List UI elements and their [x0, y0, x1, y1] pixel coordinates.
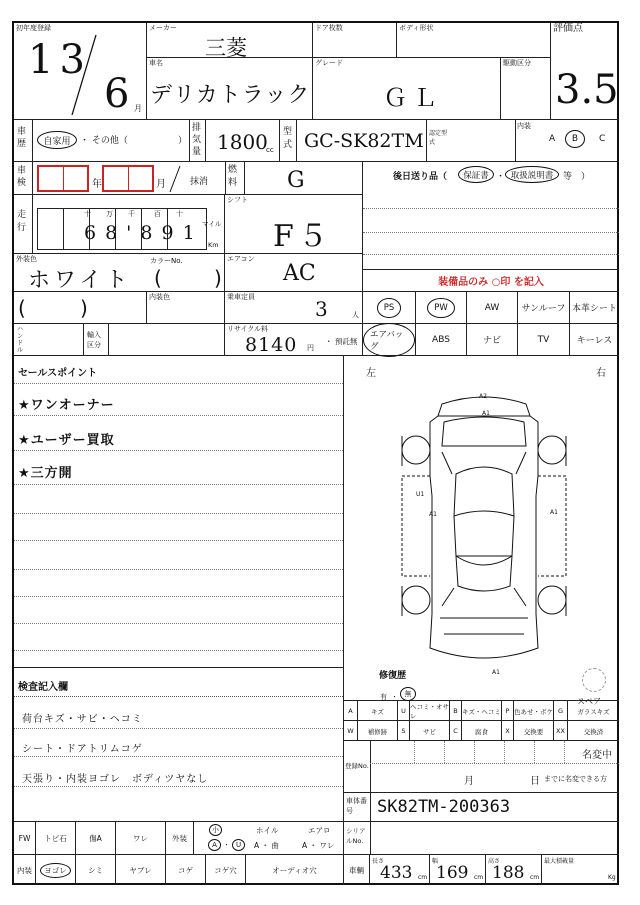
fw-item-chip: トビ石: [36, 822, 76, 855]
car-name-label: 車名: [149, 59, 163, 67]
equipment-title: 装備品のみ ○印 を記入: [438, 277, 544, 288]
chassis-box: [344, 793, 619, 822]
equip-ps-label: PS: [377, 298, 402, 318]
interior-item-dirt: [36, 855, 76, 885]
width-label: 幅: [432, 858, 439, 865]
size-length: [370, 855, 430, 885]
legend-cell: 交換要: [514, 721, 554, 741]
name-change-month: 月: [464, 776, 474, 787]
height-value: 188: [492, 863, 525, 883]
option-u: U: [232, 839, 245, 851]
legend-cell: G: [554, 701, 568, 721]
legend-cell: A: [344, 701, 358, 721]
width-unit: cm: [474, 874, 484, 881]
odo-unit-4: 百: [154, 210, 161, 218]
equip-navi: [467, 324, 518, 356]
max-load-label: 最大積載量: [544, 858, 575, 865]
legend-cell: X: [502, 721, 514, 741]
grade-label: グレード: [315, 59, 343, 67]
height-unit: cm: [530, 874, 540, 881]
handle-box: [14, 324, 84, 356]
grade-box: [313, 58, 501, 120]
fw-item-crack: ワレ: [116, 822, 166, 855]
equip-airbag: [363, 324, 416, 356]
recycle-unit: 円: [307, 344, 314, 352]
equip-pw: [416, 292, 467, 324]
equip-abs-label: ABS: [432, 334, 450, 345]
aftersend-etc: 等 ）: [563, 172, 591, 182]
sales-points-box: [14, 356, 344, 668]
interior-row: [14, 855, 619, 885]
diagram-mark-a2: A2: [479, 393, 487, 400]
history-label: 車歴: [17, 127, 27, 149]
odo-unit-5: 十: [176, 210, 183, 218]
length-label: 長さ: [372, 858, 385, 865]
body-box: [397, 23, 551, 58]
legend-cell: サビ: [410, 721, 450, 741]
warranty-option: 保証書: [458, 166, 494, 183]
inspection-month-unit: 月: [156, 179, 166, 190]
equip-ps: [363, 292, 416, 324]
serial-label: シリアルNo.: [346, 827, 366, 845]
width-value: 169: [436, 863, 469, 883]
capacity-box: [225, 292, 363, 324]
shift-value: F５: [273, 219, 332, 254]
equip-pw-label: PW: [427, 298, 455, 318]
registration-year: 13: [28, 37, 91, 83]
approval-label: 認定型式: [429, 130, 448, 146]
handle-label: ハンドル: [17, 326, 24, 354]
capacity-label: 乗車定員: [227, 293, 255, 301]
equip-airbag-label: エアバッグ: [363, 323, 415, 357]
model-label: 型式: [283, 127, 293, 150]
wheel-label: ホイル: [256, 826, 279, 835]
legend-cell: キズ・ヘコミ: [462, 701, 502, 721]
legend-cell: 色あせ・ボケ: [514, 701, 554, 721]
equip-navi-label: ナビ: [482, 336, 501, 346]
legend-cell: ヘコミ・オサレ: [410, 703, 449, 720]
other-use-option: ・ その他（: [80, 136, 128, 146]
equip-tv: [518, 324, 570, 356]
odometer-value: 68'891: [84, 222, 204, 244]
legend-cell: W: [344, 721, 358, 741]
history-row: [14, 120, 619, 162]
inspection-note: 天張り・内装ヨゴレ ボディツヤなし: [22, 774, 209, 785]
capacity-value: 3: [315, 297, 328, 321]
expired-label: 抹消: [190, 177, 209, 187]
damage-legend: [344, 701, 619, 741]
max-load-unit: Kg: [608, 874, 616, 881]
option-a: A: [208, 839, 221, 851]
interior-paren-close: ): [80, 296, 88, 320]
diagram-mark-u1: U1: [416, 491, 425, 498]
equip-aw-label: AW: [484, 302, 500, 313]
auction-sheet: [12, 21, 619, 885]
legend-cell: C: [450, 721, 462, 741]
registration-label: 登録No.: [345, 762, 369, 770]
diagram-mark-a1-left: A1: [429, 511, 437, 518]
diagram-mark-a1-rear: A1: [492, 669, 500, 676]
legend-cell: XX: [554, 721, 568, 741]
wheel-options: A ・ 曲: [254, 841, 279, 850]
car-outline-diagram: [344, 356, 619, 656]
legend-cell: 補修跡: [358, 721, 398, 741]
import-box: [84, 324, 225, 356]
recycle-value: 8140: [245, 334, 298, 356]
equip-abs: [416, 324, 467, 356]
equipment-title-box: [363, 270, 619, 292]
legend-row: [344, 701, 619, 721]
legend-cell: キズ: [358, 701, 398, 721]
repair-no: 無: [400, 687, 416, 701]
registration-box: [344, 741, 619, 793]
inspection-note: シート・ドアトリムコゲ: [22, 744, 143, 755]
diagram-mark-a1: A1: [482, 410, 490, 417]
displacement-value: 1800: [217, 130, 268, 154]
inspection-label: 車検: [17, 166, 27, 188]
sales-point-item: ★ユーザー買取: [18, 433, 115, 448]
drive-label: 駆動区分: [503, 59, 531, 67]
interior-grade-c: C: [599, 134, 606, 144]
exterior-option-label: 外装: [166, 822, 194, 855]
legend-row: [344, 721, 619, 741]
interior-grade-label: 内装: [517, 122, 531, 130]
fw-label: FW: [14, 822, 36, 855]
aftersend-box: [363, 162, 619, 270]
interior-label: 内装: [14, 855, 36, 885]
odo-unit-1: 十: [84, 210, 91, 218]
equip-tv-label: TV: [537, 334, 550, 345]
inspection-notes-title: 検査記入欄: [18, 682, 68, 693]
fw-row: [14, 822, 619, 855]
repair-sep: ・: [391, 693, 398, 701]
interior-paren-open: (: [18, 296, 26, 320]
interior-item-audio-hole: オーディオ穴: [246, 855, 344, 885]
length-unit: cm: [418, 874, 428, 881]
car-name-box: [147, 58, 313, 120]
displacement-unit: cc: [266, 146, 274, 154]
interior-item-tear: ヤブレ: [116, 855, 166, 885]
interior-color-box: [147, 292, 225, 324]
interior-dirt-circled: ヨゴレ: [40, 863, 71, 878]
name-change-label: 名変中: [582, 750, 612, 761]
private-use-option: 自家用: [37, 131, 77, 149]
aftersend-label: 後日送り品（: [393, 172, 448, 182]
exterior-color-box: [14, 254, 225, 292]
exterior-color-value: ホワイト: [28, 268, 132, 293]
equip-keyless-label: キーレス: [576, 336, 613, 346]
drive-box: [501, 58, 551, 120]
mile-label: マイル: [202, 220, 222, 228]
deposit-label: ・ 預託無: [325, 337, 358, 346]
equip-sunroof: [518, 292, 570, 324]
interior-color-left: [14, 292, 147, 324]
odo-unit-2: 万: [106, 210, 113, 218]
first-registration-box: [14, 23, 147, 120]
recycle-label: リサイクル料: [227, 325, 269, 333]
car-name-value: デリカトラック: [150, 83, 311, 108]
repair-history-label: 修復歴: [379, 671, 407, 681]
legend-cell: S: [398, 721, 410, 741]
exterior-options: [194, 822, 344, 855]
fw-item-scratch: 傷A: [76, 822, 116, 855]
doors-box: [313, 23, 397, 58]
inspection-row-left: [14, 162, 363, 195]
fuel-label: 燃料: [228, 165, 238, 188]
exterior-color-label: 外装色: [16, 255, 37, 263]
ac-label: エアコン: [227, 255, 255, 263]
interior-grade-b: B: [565, 130, 585, 148]
fuel-value: G: [287, 168, 305, 193]
month-unit: 月: [134, 104, 142, 113]
equip-leather-label: 本革シート: [571, 304, 617, 314]
diagram-right-label: 右: [596, 368, 606, 379]
inspection-notes-box: [14, 668, 344, 822]
other-use-close: ）: [178, 136, 188, 146]
capacity-unit: 人: [352, 311, 359, 319]
recycle-box: [225, 324, 363, 356]
interior-color-label: 内装色: [149, 293, 170, 301]
displacement-label: 排気量: [192, 123, 202, 157]
interior-item-burn-hole: コゲ穴: [206, 855, 246, 885]
model-value: GC-SK82TM: [304, 130, 424, 152]
diagram-mark-a1-right: A1: [550, 509, 558, 516]
size-label: 車輌: [344, 855, 370, 885]
score-value: 3.5: [555, 67, 619, 113]
name-change-day: 日: [530, 776, 540, 787]
color-no-open: (: [154, 266, 162, 290]
maker-box: [147, 23, 313, 58]
max-load: [542, 855, 619, 885]
interior-item-stain: シミ: [76, 855, 116, 885]
size-height: [486, 855, 542, 885]
first-registration-label: 初年度登録: [16, 24, 51, 32]
score-label: 評価点: [553, 23, 583, 34]
shift-label: シフト: [227, 196, 248, 204]
sales-point-item: ★ワンオーナー: [18, 398, 115, 413]
odo-unit-3: 千: [128, 210, 135, 218]
equip-leather: [570, 292, 619, 324]
ac-box: [225, 254, 363, 292]
color-no-label: カラーNo.: [150, 257, 183, 265]
inspection-slash: [166, 162, 186, 195]
legend-cell: P: [502, 701, 514, 721]
import-label: 輸入区分: [87, 331, 101, 349]
mileage-box: [14, 195, 225, 254]
body-label: ボディ形状: [399, 24, 434, 32]
color-no-close: ): [214, 266, 222, 290]
name-change-deadline: までに名変できる方: [544, 775, 607, 783]
height-label: 高さ: [488, 858, 501, 865]
aero-label: エアロ: [308, 826, 331, 835]
chassis-label: 車体番号: [346, 797, 367, 815]
equip-keyless: [570, 324, 619, 356]
ac-value: AC: [283, 261, 316, 286]
legend-cell: 交換済: [583, 727, 604, 736]
score-box: [551, 23, 619, 120]
grade-value: ＧＬ: [383, 84, 443, 112]
shift-box: [225, 195, 363, 254]
equip-aw: [467, 292, 518, 324]
option-sep: ・: [223, 841, 230, 849]
km-label: Km: [208, 241, 219, 249]
mileage-label: 走行: [17, 210, 27, 233]
maker-value: 三菱: [205, 36, 247, 60]
small-option: 小: [209, 824, 222, 836]
interior-grade-a: A: [549, 134, 556, 144]
chassis-number: SK82TM-200363: [377, 797, 511, 817]
legend-cell: B: [450, 701, 462, 721]
inspection-note: 荷台キズ・サビ・ヘコミ: [22, 714, 143, 725]
diagram-left-label: 左: [366, 368, 376, 379]
legend-cell: 腐食: [462, 721, 502, 741]
legend-cell: ガラスキズ: [577, 707, 610, 716]
registration-month: 6: [104, 71, 130, 117]
equip-sunroof-label: サンルーフ: [521, 304, 566, 314]
manual-option: 取扱説明書: [505, 166, 559, 183]
spare-label: スペア: [577, 697, 601, 706]
doors-label: ドア枚数: [315, 24, 343, 32]
interior-item-burn: コゲ: [166, 855, 206, 885]
spare-tire-icon: [582, 668, 606, 692]
legend-cell: U: [398, 701, 410, 721]
equipment-grid: [363, 292, 619, 356]
sales-points-title: セールスポイント: [18, 368, 98, 379]
vehicle-diagram-box: [344, 356, 619, 706]
aftersend-sep: ・: [496, 172, 506, 182]
sales-point-item: ★三方開: [18, 466, 73, 481]
repair-yes: 有: [380, 693, 387, 701]
maker-label: メーカー: [149, 24, 177, 32]
inspection-year-unit: 年: [92, 179, 102, 190]
aero-options: A ・ ワレ: [302, 841, 335, 850]
size-width: [430, 855, 486, 885]
length-value: 433: [380, 863, 413, 883]
